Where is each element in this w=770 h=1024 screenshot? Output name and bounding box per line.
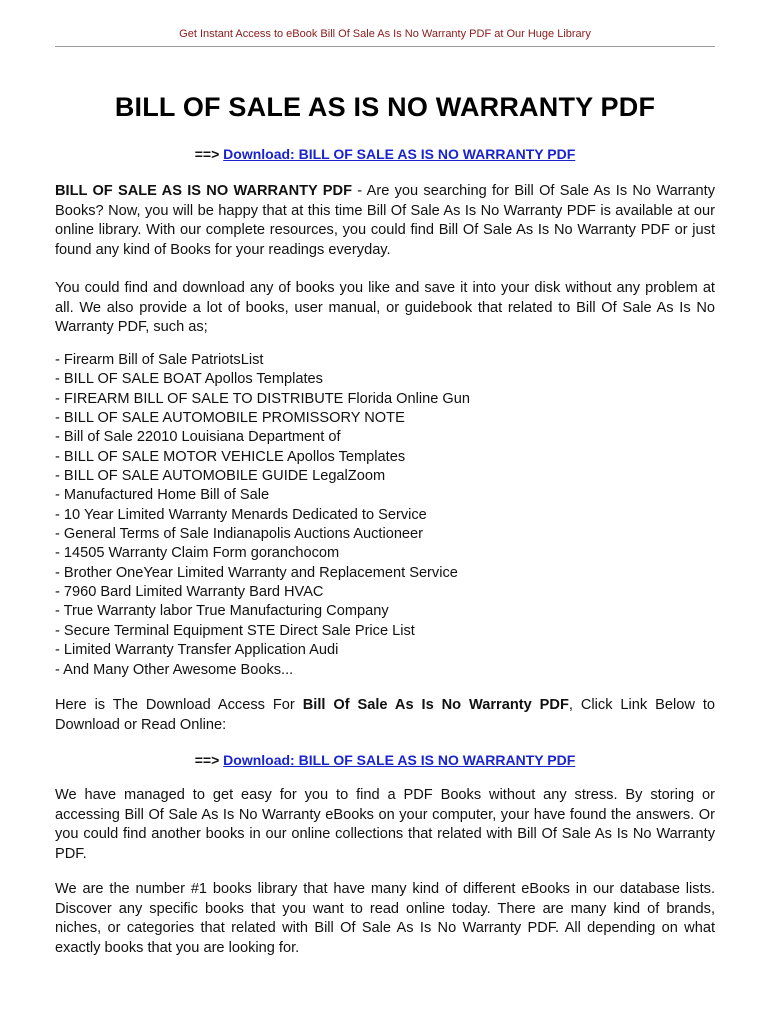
list-item: - BILL OF SALE MOTOR VEHICLE Apollos Templates: [55, 448, 406, 465]
access-paragraph: [55, 696, 715, 735]
list-item: - FIREARM BILL OF SALE TO DISTRIBUTE Florida Online Gun: [55, 390, 470, 407]
access-prefix: Here is The Download Access For: [55, 697, 303, 713]
list-item: - Limited Warranty Transfer Application Audi: [55, 642, 339, 659]
list-item: - Manufactured Home Bill of Sale: [55, 487, 270, 504]
access-bold: Bill Of Sale As Is No Warranty PDF: [302, 697, 569, 713]
header-divider: [55, 46, 715, 47]
intro-text: - Are you searching for Bill Of Sale As Is No Warranty Books? Now, you will be happy that at this time Bill Of Sale As Is No Warranty PDF is available at our online library. With our complete resources, you could find Bill Of Sale As Is No Warranty PDF or just found any kind of Books for your readings everyday.: [55, 183, 715, 258]
list-item: - BILL OF SALE BOAT Apollos Templates: [55, 371, 323, 388]
list-item: - BILL OF SALE AUTOMOBILE PROMISSORY NOTE: [55, 410, 405, 427]
document-title: BILL OF SALE AS IS NO WARRANTY PDF: [114, 92, 656, 122]
list-item: - 7960 Bard Limited Warranty Bard HVAC: [55, 584, 324, 601]
download-line-top: [55, 146, 715, 162]
library-paragraph: We are the number #1 books library that have many kind of different eBooks in our database lists. Discover any specific books that you want to read online today. There are many kind of brands, niches, or categories that related with Bill Of Sale As Is No Warranty PDF. All depending on what exactly books that you are looking for.: [55, 881, 715, 956]
list-item: - General Terms of Sale Indianapolis Auctions Auctioneer: [55, 526, 424, 543]
download-arrow: ==>: [194, 752, 220, 768]
list-item: - Brother OneYear Limited Warranty and Replacement Service: [55, 564, 458, 581]
list-item: - True Warranty labor True Manufacturing Company: [55, 603, 389, 620]
list-item: - BILL OF SALE AUTOMOBILE GUIDE LegalZoom: [55, 468, 386, 485]
download-link-top[interactable]: Download: BILL OF SALE AS IS NO WARRANTY PDF: [223, 146, 576, 162]
list-item: - 14505 Warranty Claim Form goranchocom: [55, 545, 340, 562]
list-item: - Firearm Bill of Sale PatriotsList: [55, 352, 264, 368]
intro-bold-lead: BILL OF SALE AS IS NO WARRANTY PDF: [55, 183, 352, 199]
list-item: - 10 Year Limited Warranty Menards Dedicated to Service: [55, 506, 427, 523]
download-link-bottom[interactable]: Download: BILL OF SALE AS IS NO WARRANTY PDF: [223, 752, 576, 768]
intro-paragraph: [55, 182, 715, 260]
related-books-list: [55, 351, 715, 680]
storing-paragraph: We have managed to get easy for you to find a PDF Books without any stress. By storing or accessing Bill Of Sale As Is No Warranty eBooks on your computer, your have found the answers. Or you could find another books in our online collections that related with Bill Of Sale As Is No Warranty PDF.: [55, 787, 715, 862]
download-line-bottom: [55, 752, 715, 768]
list-item: - Bill of Sale 22010 Louisiana Department of: [55, 429, 341, 446]
books-paragraph: You could find and download any of books you like and save it into your disk without any problem at all. We also provide a lot of books, user manual, or guidebook that related to Bill Of Sale As Is No Warranty PDF, such as;: [55, 280, 715, 335]
access-suffix: , Click Link Below to Download or Read Online:: [55, 697, 715, 733]
page-header: Get Instant Access to eBook Bill Of Sale As Is No Warranty PDF at Our Huge Library: [179, 28, 591, 40]
list-item: - Secure Terminal Equipment STE Direct Sale Price List: [55, 622, 415, 639]
list-item: - And Many Other Awesome Books...: [55, 661, 294, 678]
download-arrow: ==>: [194, 146, 220, 162]
